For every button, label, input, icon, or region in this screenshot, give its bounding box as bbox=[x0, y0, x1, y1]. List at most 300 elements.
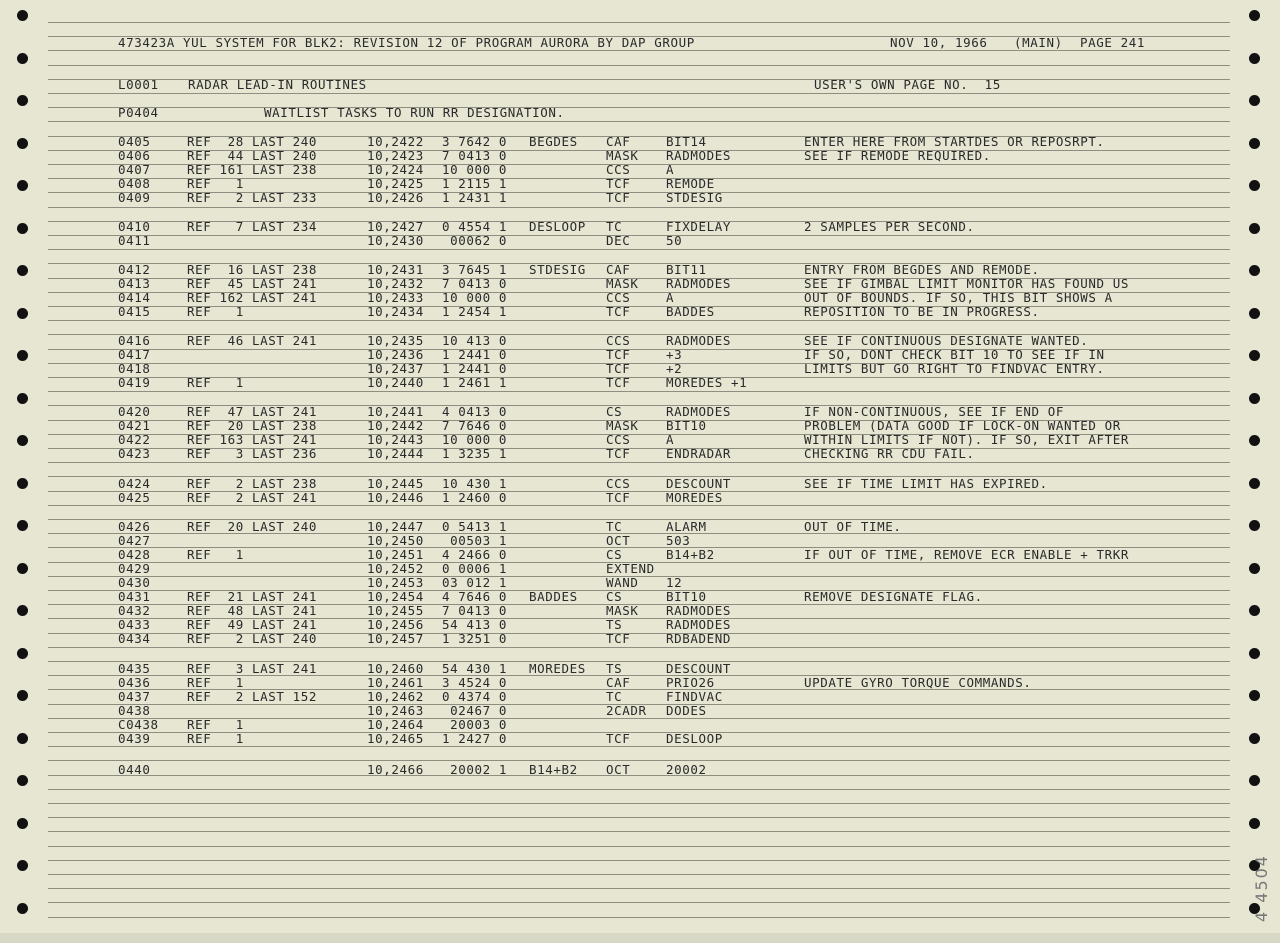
row-address: 10,2440 bbox=[367, 375, 424, 390]
feed-hole bbox=[17, 860, 28, 871]
row-opcode: CCS bbox=[606, 432, 631, 447]
row-ref-info: REF 46 LAST 241 bbox=[187, 333, 318, 348]
row-opcode: TCF bbox=[606, 375, 631, 390]
row-line-number: 0440 bbox=[118, 762, 151, 777]
row-machine-word: 0 0006 1 bbox=[442, 561, 508, 576]
row-line-number: 0439 bbox=[118, 731, 151, 746]
row-address: 10,2454 bbox=[367, 589, 424, 604]
row-ref-info: REF 47 LAST 241 bbox=[187, 404, 318, 419]
row-operand: RADMODES bbox=[666, 333, 732, 348]
row-line-number: 0420 bbox=[118, 404, 151, 419]
row-opcode: CCS bbox=[606, 162, 631, 177]
row-address: 10,2455 bbox=[367, 603, 424, 618]
row-machine-word: 20002 1 bbox=[442, 762, 508, 777]
row-machine-word: 1 2461 1 bbox=[442, 375, 508, 390]
feed-hole bbox=[17, 818, 28, 829]
row-line-number: 0433 bbox=[118, 617, 151, 632]
row-line-number: 0405 bbox=[118, 134, 151, 149]
row-opcode: CS bbox=[606, 404, 623, 419]
row-address: 10,2425 bbox=[367, 176, 424, 191]
row-address: 10,2463 bbox=[367, 703, 424, 718]
subsection-id: P0404 bbox=[118, 105, 159, 120]
row-comment: SEE IF GIMBAL LIMIT MONITOR HAS FOUND US bbox=[804, 276, 1130, 291]
row-operand: MOREDES +1 bbox=[666, 375, 748, 390]
feed-hole bbox=[1249, 53, 1260, 64]
row-line-number: 0414 bbox=[118, 290, 151, 305]
row-operand: B14+B2 bbox=[666, 547, 715, 562]
row-ref-info: REF 49 LAST 241 bbox=[187, 617, 318, 632]
row-ref-info: REF 16 LAST 238 bbox=[187, 262, 318, 277]
row-comment: OUT OF TIME. bbox=[804, 519, 902, 534]
row-opcode: CS bbox=[606, 589, 623, 604]
ruled-line bbox=[48, 207, 1230, 208]
row-opcode: CCS bbox=[606, 290, 631, 305]
row-line-number: 0412 bbox=[118, 262, 151, 277]
sheet-stamp: 4 4504 bbox=[1252, 854, 1271, 922]
row-address: 10,2457 bbox=[367, 631, 424, 646]
header-page: PAGE 241 bbox=[1080, 35, 1146, 50]
ruled-line bbox=[48, 789, 1230, 790]
feed-hole bbox=[1249, 350, 1260, 361]
ruled-line bbox=[48, 846, 1230, 847]
row-address: 10,2426 bbox=[367, 190, 424, 205]
row-operand: BADDES bbox=[666, 304, 715, 319]
row-address: 10,2461 bbox=[367, 675, 424, 690]
subsection-title: WAITLIST TASKS TO RUN RR DESIGNATION. bbox=[264, 105, 565, 120]
row-line-number: 0423 bbox=[118, 446, 151, 461]
row-machine-word: 1 2427 0 bbox=[442, 731, 508, 746]
row-machine-word: 7 0413 0 bbox=[442, 148, 508, 163]
row-machine-word: 00062 0 bbox=[442, 233, 508, 248]
row-opcode: CAF bbox=[606, 134, 631, 149]
ruled-line bbox=[48, 576, 1230, 577]
row-operand: FINDVAC bbox=[666, 689, 723, 704]
row-opcode: WAND bbox=[606, 575, 639, 590]
row-machine-word: 7 0413 0 bbox=[442, 603, 508, 618]
row-operand: 12 bbox=[666, 575, 683, 590]
row-label: B14+B2 bbox=[529, 762, 578, 777]
row-ref-info: REF 44 LAST 240 bbox=[187, 148, 318, 163]
row-address: 10,2466 bbox=[367, 762, 424, 777]
feed-hole bbox=[17, 648, 28, 659]
row-opcode: TC bbox=[606, 219, 623, 234]
row-ref-info: REF 2 LAST 152 bbox=[187, 689, 318, 704]
row-opcode: TCF bbox=[606, 446, 631, 461]
row-comment: LIMITS BUT GO RIGHT TO FINDVAC ENTRY. bbox=[804, 361, 1105, 376]
row-ref-info: REF 1 bbox=[187, 717, 244, 732]
feed-hole bbox=[1249, 308, 1260, 319]
row-ref-info: REF 1 bbox=[187, 304, 244, 319]
row-line-number: 0421 bbox=[118, 418, 151, 433]
ruled-line bbox=[48, 647, 1230, 648]
row-opcode: TS bbox=[606, 661, 623, 676]
row-operand: ENDRADAR bbox=[666, 446, 732, 461]
row-line-number: 0417 bbox=[118, 347, 151, 362]
row-opcode: CAF bbox=[606, 262, 631, 277]
row-address: 10,2432 bbox=[367, 276, 424, 291]
row-line-number: 0418 bbox=[118, 361, 151, 376]
ruled-line bbox=[48, 320, 1230, 321]
row-opcode: OCT bbox=[606, 762, 631, 777]
feed-hole bbox=[17, 223, 28, 234]
row-line-number: 0409 bbox=[118, 190, 151, 205]
row-ref-info: REF 2 LAST 240 bbox=[187, 631, 318, 646]
row-line-number: 0424 bbox=[118, 476, 151, 491]
row-operand: STDESIG bbox=[666, 190, 723, 205]
ruled-line bbox=[48, 902, 1230, 903]
row-opcode: CS bbox=[606, 547, 623, 562]
row-address: 10,2452 bbox=[367, 561, 424, 576]
ruled-line bbox=[48, 391, 1230, 392]
row-comment: SEE IF REMODE REQUIRED. bbox=[804, 148, 991, 163]
feed-hole bbox=[17, 775, 28, 786]
row-opcode: EXTEND bbox=[606, 561, 655, 576]
ruled-line bbox=[48, 249, 1230, 250]
row-comment: PROBLEM (DATA GOOD IF LOCK-ON WANTED OR bbox=[804, 418, 1121, 433]
feed-hole bbox=[17, 350, 28, 361]
feed-hole bbox=[17, 478, 28, 489]
ruled-line bbox=[48, 462, 1230, 463]
row-operand: BIT11 bbox=[666, 262, 707, 277]
row-label: MOREDES bbox=[529, 661, 586, 676]
row-operand: RADMODES bbox=[666, 148, 732, 163]
row-machine-word: 54 413 0 bbox=[442, 617, 508, 632]
row-machine-word: 00503 1 bbox=[442, 533, 508, 548]
row-machine-word: 10 000 0 bbox=[442, 432, 508, 447]
row-operand: A bbox=[666, 290, 675, 305]
feed-hole bbox=[17, 605, 28, 616]
row-address: 10,2447 bbox=[367, 519, 424, 534]
ruled-line bbox=[48, 803, 1230, 804]
row-ref-info: REF 163 LAST 241 bbox=[187, 432, 318, 447]
row-opcode: MASK bbox=[606, 603, 639, 618]
feed-hole bbox=[17, 95, 28, 106]
row-address: 10,2464 bbox=[367, 717, 424, 732]
row-line-number: 0413 bbox=[118, 276, 151, 291]
row-line-number: 0427 bbox=[118, 533, 151, 548]
feed-hole bbox=[1249, 775, 1260, 786]
row-machine-word: 1 2460 0 bbox=[442, 490, 508, 505]
row-label: DESLOOP bbox=[529, 219, 586, 234]
row-address: 10,2435 bbox=[367, 333, 424, 348]
row-address: 10,2444 bbox=[367, 446, 424, 461]
row-operand: DESCOUNT bbox=[666, 661, 732, 676]
row-machine-word: 1 2441 0 bbox=[442, 361, 508, 376]
row-operand: FIXDELAY bbox=[666, 219, 732, 234]
row-opcode: TCF bbox=[606, 347, 631, 362]
feed-hole bbox=[17, 180, 28, 191]
feed-hole bbox=[1249, 733, 1260, 744]
row-opcode: CAF bbox=[606, 675, 631, 690]
row-address: 10,2431 bbox=[367, 262, 424, 277]
row-address: 10,2450 bbox=[367, 533, 424, 548]
row-opcode: TCF bbox=[606, 631, 631, 646]
row-opcode: TCF bbox=[606, 304, 631, 319]
row-address: 10,2446 bbox=[367, 490, 424, 505]
row-opcode: 2CADR bbox=[606, 703, 647, 718]
row-opcode: MASK bbox=[606, 276, 639, 291]
row-opcode: TCF bbox=[606, 176, 631, 191]
feed-hole bbox=[1249, 478, 1260, 489]
row-machine-word: 03 012 1 bbox=[442, 575, 508, 590]
row-address: 10,2423 bbox=[367, 148, 424, 163]
row-address: 10,2442 bbox=[367, 418, 424, 433]
ruled-line bbox=[48, 917, 1230, 918]
row-machine-word: 0 4374 0 bbox=[442, 689, 508, 704]
row-opcode: TCF bbox=[606, 361, 631, 376]
ruled-line bbox=[48, 746, 1230, 747]
ruled-line bbox=[48, 775, 1230, 776]
row-operand: 50 bbox=[666, 233, 683, 248]
row-operand: BIT10 bbox=[666, 589, 707, 604]
row-machine-word: 1 2431 1 bbox=[442, 190, 508, 205]
row-operand: RADMODES bbox=[666, 617, 732, 632]
ruled-line bbox=[48, 831, 1230, 832]
row-ref-info: REF 20 LAST 238 bbox=[187, 418, 318, 433]
ruled-line bbox=[48, 505, 1230, 506]
feed-hole bbox=[17, 903, 28, 914]
row-line-number: 0415 bbox=[118, 304, 151, 319]
row-opcode: TCF bbox=[606, 490, 631, 505]
row-ref-info: REF 45 LAST 241 bbox=[187, 276, 318, 291]
row-opcode: MASK bbox=[606, 418, 639, 433]
row-ref-info: REF 1 bbox=[187, 375, 244, 390]
row-opcode: MASK bbox=[606, 148, 639, 163]
row-machine-word: 3 7642 0 bbox=[442, 134, 508, 149]
row-opcode: TCF bbox=[606, 190, 631, 205]
feed-hole bbox=[1249, 393, 1260, 404]
row-machine-word: 1 3251 0 bbox=[442, 631, 508, 646]
row-machine-word: 1 3235 1 bbox=[442, 446, 508, 461]
ruled-line bbox=[48, 760, 1230, 761]
row-operand: DESCOUNT bbox=[666, 476, 732, 491]
row-label: BADDES bbox=[529, 589, 578, 604]
row-ref-info: REF 48 LAST 241 bbox=[187, 603, 318, 618]
row-operand: MOREDES bbox=[666, 490, 723, 505]
row-line-number: 0407 bbox=[118, 162, 151, 177]
row-opcode: TC bbox=[606, 519, 623, 534]
row-opcode: TCF bbox=[606, 731, 631, 746]
ruled-line bbox=[48, 235, 1230, 236]
row-ref-info: REF 1 bbox=[187, 675, 244, 690]
row-operand: A bbox=[666, 162, 675, 177]
row-opcode: OCT bbox=[606, 533, 631, 548]
row-operand: RADMODES bbox=[666, 404, 732, 419]
feed-hole bbox=[17, 10, 28, 21]
feed-hole bbox=[17, 520, 28, 531]
ruled-line bbox=[48, 121, 1230, 122]
row-comment: OUT OF BOUNDS. IF SO, THIS BIT SHOWS A bbox=[804, 290, 1113, 305]
feed-hole bbox=[17, 308, 28, 319]
feed-hole bbox=[1249, 138, 1260, 149]
ruled-line bbox=[48, 107, 1230, 108]
user-page-number: USER'S OWN PAGE NO. 15 bbox=[814, 77, 1001, 92]
row-comment: 2 SAMPLES PER SECOND. bbox=[804, 219, 975, 234]
row-machine-word: 4 7646 0 bbox=[442, 589, 508, 604]
row-operand: BIT14 bbox=[666, 134, 707, 149]
row-operand: REMODE bbox=[666, 176, 715, 191]
ruled-line bbox=[48, 888, 1230, 889]
row-line-number: 0437 bbox=[118, 689, 151, 704]
row-operand: +2 bbox=[666, 361, 683, 376]
row-operand: RDBADEND bbox=[666, 631, 732, 646]
row-machine-word: 10 413 0 bbox=[442, 333, 508, 348]
row-machine-word: 10 000 0 bbox=[442, 290, 508, 305]
feed-hole bbox=[17, 393, 28, 404]
row-line-number: C0438 bbox=[118, 717, 159, 732]
row-opcode: TS bbox=[606, 617, 623, 632]
row-comment: IF SO, DONT CHECK BIT 10 TO SEE IF IN bbox=[804, 347, 1105, 362]
row-ref-info: REF 2 LAST 238 bbox=[187, 476, 318, 491]
feed-hole bbox=[1249, 95, 1260, 106]
row-comment: ENTER HERE FROM STARTDES OR REPOSRPT. bbox=[804, 134, 1105, 149]
row-line-number: 0410 bbox=[118, 219, 151, 234]
row-machine-word: 10 000 0 bbox=[442, 162, 508, 177]
row-line-number: 0430 bbox=[118, 575, 151, 590]
row-opcode: CCS bbox=[606, 333, 631, 348]
row-comment: SEE IF CONTINUOUS DESIGNATE WANTED. bbox=[804, 333, 1089, 348]
feed-hole bbox=[17, 138, 28, 149]
row-machine-word: 02467 0 bbox=[442, 703, 508, 718]
row-opcode: CCS bbox=[606, 476, 631, 491]
section-log: L0001 bbox=[118, 77, 159, 92]
row-line-number: 0406 bbox=[118, 148, 151, 163]
row-label: BEGDES bbox=[529, 134, 578, 149]
row-address: 10,2445 bbox=[367, 476, 424, 491]
row-operand: PRIO26 bbox=[666, 675, 715, 690]
feed-hole bbox=[1249, 180, 1260, 191]
row-ref-info: REF 161 LAST 238 bbox=[187, 162, 318, 177]
row-machine-word: 1 2441 0 bbox=[442, 347, 508, 362]
row-comment: WITHIN LIMITS IF NOT). IF SO, EXIT AFTER bbox=[804, 432, 1130, 447]
ruled-line bbox=[48, 817, 1230, 818]
row-comment: REMOVE DESIGNATE FLAG. bbox=[804, 589, 983, 604]
section-title: RADAR LEAD-IN ROUTINES bbox=[188, 77, 367, 92]
row-line-number: 0419 bbox=[118, 375, 151, 390]
row-operand: +3 bbox=[666, 347, 683, 362]
feed-hole bbox=[17, 53, 28, 64]
row-line-number: 0432 bbox=[118, 603, 151, 618]
row-address: 10,2427 bbox=[367, 219, 424, 234]
sheet-bottom-edge bbox=[0, 933, 1280, 943]
row-address: 10,2433 bbox=[367, 290, 424, 305]
feed-hole bbox=[17, 690, 28, 701]
row-label: STDESIG bbox=[529, 262, 586, 277]
row-line-number: 0425 bbox=[118, 490, 151, 505]
row-machine-word: 0 4554 1 bbox=[442, 219, 508, 234]
row-machine-word: 7 7646 0 bbox=[442, 418, 508, 433]
row-ref-info: REF 28 LAST 240 bbox=[187, 134, 318, 149]
row-line-number: 0426 bbox=[118, 519, 151, 534]
row-ref-info: REF 2 LAST 233 bbox=[187, 190, 318, 205]
feed-hole bbox=[1249, 265, 1260, 276]
row-machine-word: 10 430 1 bbox=[442, 476, 508, 491]
row-operand: RADMODES bbox=[666, 276, 732, 291]
row-address: 10,2436 bbox=[367, 347, 424, 362]
row-machine-word: 4 0413 0 bbox=[442, 404, 508, 419]
row-line-number: 0436 bbox=[118, 675, 151, 690]
ruled-line bbox=[48, 93, 1230, 94]
feed-hole bbox=[1249, 520, 1260, 531]
feed-hole bbox=[17, 563, 28, 574]
row-operand: DESLOOP bbox=[666, 731, 723, 746]
row-address: 10,2462 bbox=[367, 689, 424, 704]
row-opcode: DEC bbox=[606, 233, 631, 248]
row-line-number: 0434 bbox=[118, 631, 151, 646]
header-main: (MAIN) bbox=[1014, 35, 1063, 50]
row-ref-info: REF 7 LAST 234 bbox=[187, 219, 318, 234]
row-machine-word: 7 0413 0 bbox=[442, 276, 508, 291]
row-comment: SEE IF TIME LIMIT HAS EXPIRED. bbox=[804, 476, 1048, 491]
header-date: NOV 10, 1966 bbox=[890, 35, 988, 50]
row-address: 10,2437 bbox=[367, 361, 424, 376]
ruled-line bbox=[48, 860, 1230, 861]
feed-hole bbox=[1249, 648, 1260, 659]
row-comment: IF OUT OF TIME, REMOVE ECR ENABLE + TRKR bbox=[804, 547, 1130, 562]
row-ref-info: REF 3 LAST 236 bbox=[187, 446, 318, 461]
row-address: 10,2434 bbox=[367, 304, 424, 319]
row-operand: 20002 bbox=[666, 762, 707, 777]
feed-hole bbox=[17, 265, 28, 276]
row-machine-word: 0 5413 1 bbox=[442, 519, 508, 534]
row-address: 10,2430 bbox=[367, 233, 424, 248]
row-ref-info: REF 2 LAST 241 bbox=[187, 490, 318, 505]
row-line-number: 0422 bbox=[118, 432, 151, 447]
row-ref-info: REF 1 bbox=[187, 731, 244, 746]
row-address: 10,2460 bbox=[367, 661, 424, 676]
feed-hole bbox=[1249, 10, 1260, 21]
ruled-line bbox=[48, 874, 1230, 875]
row-address: 10,2443 bbox=[367, 432, 424, 447]
row-line-number: 0411 bbox=[118, 233, 151, 248]
row-operand: ALARM bbox=[666, 519, 707, 534]
row-address: 10,2451 bbox=[367, 547, 424, 562]
row-line-number: 0435 bbox=[118, 661, 151, 676]
feed-hole bbox=[17, 733, 28, 744]
row-ref-info: REF 162 LAST 241 bbox=[187, 290, 318, 305]
row-comment: UPDATE GYRO TORQUE COMMANDS. bbox=[804, 675, 1032, 690]
row-machine-word: 3 7645 1 bbox=[442, 262, 508, 277]
ruled-line bbox=[48, 65, 1230, 66]
header-title: 473423A YUL SYSTEM FOR BLK2: REVISION 12 OF PROGRAM AURORA BY DAP GROUP bbox=[118, 35, 695, 50]
row-ref-info: REF 1 bbox=[187, 547, 244, 562]
row-address: 10,2456 bbox=[367, 617, 424, 632]
row-operand: 503 bbox=[666, 533, 691, 548]
row-comment: CHECKING RR CDU FAIL. bbox=[804, 446, 975, 461]
row-machine-word: 54 430 1 bbox=[442, 661, 508, 676]
row-ref-info: REF 21 LAST 241 bbox=[187, 589, 318, 604]
row-operand: RADMODES bbox=[666, 603, 732, 618]
row-machine-word: 1 2115 1 bbox=[442, 176, 508, 191]
row-address: 10,2465 bbox=[367, 731, 424, 746]
row-operand: DODES bbox=[666, 703, 707, 718]
row-machine-word: 4 2466 0 bbox=[442, 547, 508, 562]
row-operand: BIT10 bbox=[666, 418, 707, 433]
row-machine-word: 3 4524 0 bbox=[442, 675, 508, 690]
row-operand: A bbox=[666, 432, 675, 447]
feed-hole bbox=[1249, 690, 1260, 701]
row-ref-info: REF 3 LAST 241 bbox=[187, 661, 318, 676]
row-line-number: 0431 bbox=[118, 589, 151, 604]
feed-hole bbox=[1249, 435, 1260, 446]
row-comment: ENTRY FROM BEGDES AND REMODE. bbox=[804, 262, 1040, 277]
ruled-line bbox=[48, 50, 1230, 51]
row-line-number: 0428 bbox=[118, 547, 151, 562]
feed-hole bbox=[1249, 818, 1260, 829]
feed-hole bbox=[1249, 563, 1260, 574]
feed-hole bbox=[1249, 605, 1260, 616]
row-ref-info: REF 20 LAST 240 bbox=[187, 519, 318, 534]
